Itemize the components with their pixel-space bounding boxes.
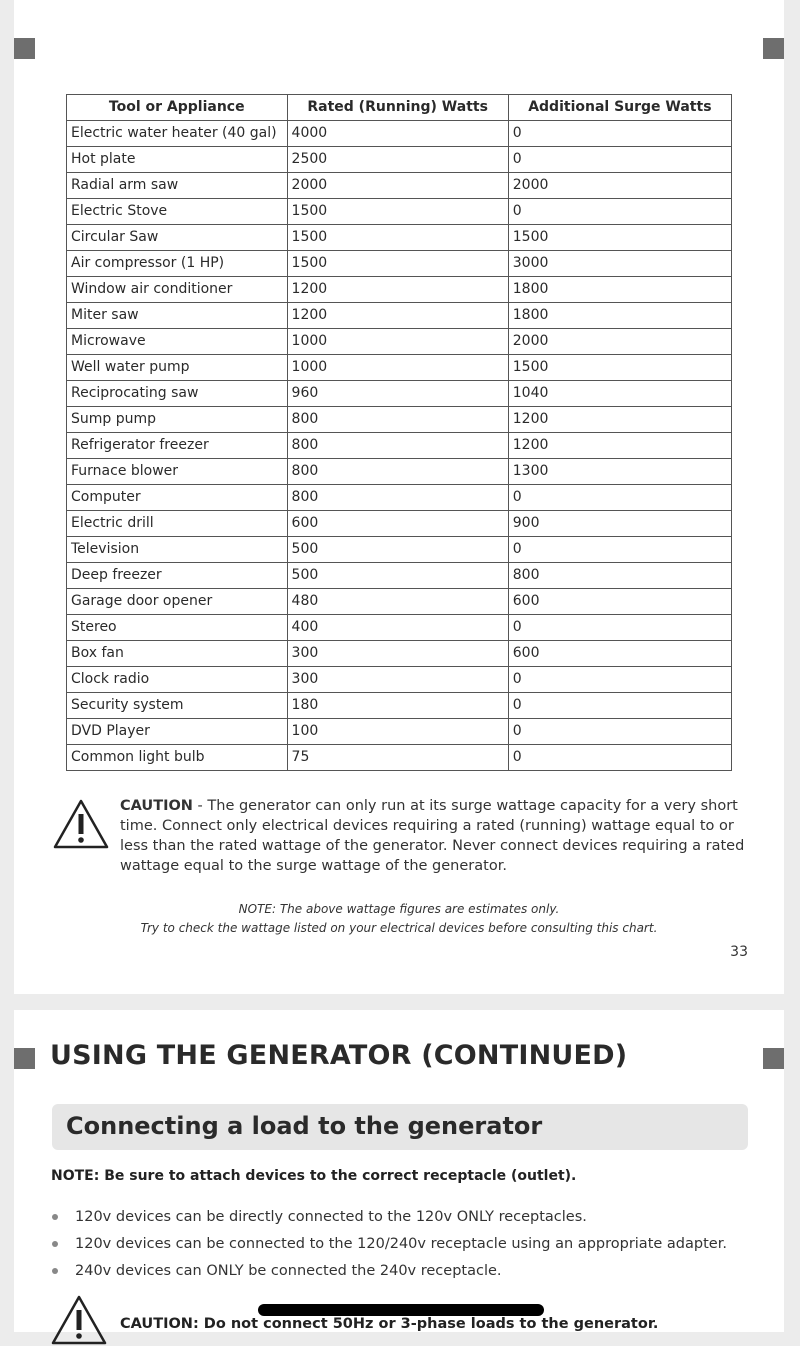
cell-tool: Miter saw xyxy=(67,303,288,329)
cell-rated-watts: 1500 xyxy=(287,251,508,277)
note-line-1: NOTE: The above wattage figures are estimates only. xyxy=(238,902,560,916)
cell-tool: Refrigerator freezer xyxy=(67,433,288,459)
table-row xyxy=(67,589,732,615)
cell-rated-watts: 800 xyxy=(287,485,508,511)
corner-mark-left xyxy=(14,38,35,59)
cell-rated-watts: 75 xyxy=(287,745,508,771)
cell-tool: Circular Saw xyxy=(67,225,288,251)
cell-surge-watts: 2000 xyxy=(508,173,731,199)
cell-rated-watts: 100 xyxy=(287,719,508,745)
cell-surge-watts: 1800 xyxy=(508,277,731,303)
table-row xyxy=(67,537,732,563)
cell-rated-watts: 300 xyxy=(287,641,508,667)
cell-rated-watts: 800 xyxy=(287,407,508,433)
table-row xyxy=(67,693,732,719)
cell-surge-watts: 0 xyxy=(508,667,731,693)
corner-mark-right xyxy=(763,38,784,59)
cell-tool: Electric Stove xyxy=(67,199,288,225)
table-row xyxy=(67,745,732,771)
table-row xyxy=(67,199,732,225)
table-row xyxy=(67,563,732,589)
cell-rated-watts: 1000 xyxy=(287,355,508,381)
cell-tool: DVD Player xyxy=(67,719,288,745)
manual-page-34 xyxy=(14,1010,784,1332)
caution-phase-warning: CAUTION: Do not connect 50Hz or 3-phase loads to the generator. xyxy=(120,1316,659,1332)
cell-rated-watts: 480 xyxy=(287,589,508,615)
cell-rated-watts: 800 xyxy=(287,459,508,485)
cell-tool: Deep freezer xyxy=(67,563,288,589)
bullet-item: 120v devices can be connected to the 120/240v receptacle using an appropriate adapter. xyxy=(51,1234,727,1261)
cell-tool: Common light bulb xyxy=(67,745,288,771)
cell-tool: Security system xyxy=(67,693,288,719)
cell-tool: Stereo xyxy=(67,615,288,641)
warning-triangle-icon xyxy=(52,798,110,850)
caution-text xyxy=(120,796,760,876)
cell-rated-watts: 500 xyxy=(287,537,508,563)
bullet-item: 240v devices can ONLY be connected the 240v receptacle. xyxy=(51,1261,727,1288)
cell-surge-watts: 600 xyxy=(508,589,731,615)
cell-surge-watts: 1200 xyxy=(508,433,731,459)
table-row xyxy=(67,329,732,355)
redaction-bar xyxy=(258,1304,544,1316)
cell-rated-watts: 1200 xyxy=(287,303,508,329)
table-row xyxy=(67,147,732,173)
table-row xyxy=(67,303,732,329)
cell-rated-watts: 2000 xyxy=(287,173,508,199)
cell-tool: Reciprocating saw xyxy=(67,381,288,407)
warning-triangle-icon xyxy=(50,1294,108,1346)
header-surge-watts: Additional Surge Watts xyxy=(508,95,731,121)
cell-tool: Microwave xyxy=(67,329,288,355)
subheading-box xyxy=(52,1104,748,1150)
subheading: Connecting a load to the generator xyxy=(66,1112,543,1140)
cell-surge-watts: 0 xyxy=(508,693,731,719)
table-row xyxy=(67,615,732,641)
cell-rated-watts: 4000 xyxy=(287,121,508,147)
cell-rated-watts: 1500 xyxy=(287,199,508,225)
cell-surge-watts: 2000 xyxy=(508,329,731,355)
cell-tool: Electric water heater (40 gal) xyxy=(67,121,288,147)
cell-tool: Hot plate xyxy=(67,147,288,173)
cell-surge-watts: 1500 xyxy=(508,355,731,381)
bullet-item: 120v devices can be directly connected to the 120v ONLY receptacles. xyxy=(51,1207,727,1234)
table-row xyxy=(67,277,732,303)
table-row xyxy=(67,459,732,485)
cell-rated-watts: 1500 xyxy=(287,225,508,251)
cell-tool: Electric drill xyxy=(67,511,288,537)
table-row xyxy=(67,511,732,537)
cell-tool: Radial arm saw xyxy=(67,173,288,199)
corner-mark-right xyxy=(763,1048,784,1069)
corner-mark-left xyxy=(14,1048,35,1069)
cell-surge-watts: 900 xyxy=(508,511,731,537)
table-row xyxy=(67,121,732,147)
table-body xyxy=(67,121,732,771)
cell-rated-watts: 500 xyxy=(287,563,508,589)
caution-label: CAUTION xyxy=(120,798,193,814)
section-title: USING THE GENERATOR (CONTINUED) xyxy=(50,1040,628,1071)
cell-surge-watts: 0 xyxy=(508,199,731,225)
note-line-2: Try to check the wattage listed on your electrical devices before consulting this chart. xyxy=(140,921,658,935)
table-row xyxy=(67,719,732,745)
cell-tool: Television xyxy=(67,537,288,563)
cell-rated-watts: 960 xyxy=(287,381,508,407)
cell-surge-watts: 0 xyxy=(508,121,731,147)
cell-surge-watts: 600 xyxy=(508,641,731,667)
table-row xyxy=(67,485,732,511)
table-header-row xyxy=(67,95,732,121)
cell-tool: Garage door opener xyxy=(67,589,288,615)
table-row xyxy=(67,667,732,693)
cell-rated-watts: 300 xyxy=(287,667,508,693)
cell-tool: Computer xyxy=(67,485,288,511)
table-row xyxy=(67,251,732,277)
caution-body: - The generator can only run at its surge wattage capacity for a very short time. Connect only electrical devices requiring a rated (running) wattage equal to or less than the rated wattage of the generator. Never connect devices requiring a rated wattage equal to the surge wattage of the generator. xyxy=(120,798,745,874)
table-row xyxy=(67,407,732,433)
cell-rated-watts: 180 xyxy=(287,693,508,719)
cell-rated-watts: 600 xyxy=(287,511,508,537)
cell-surge-watts: 0 xyxy=(508,615,731,641)
cell-surge-watts: 0 xyxy=(508,745,731,771)
cell-surge-watts: 0 xyxy=(508,537,731,563)
receptacle-bullets xyxy=(51,1207,727,1288)
cell-tool: Furnace blower xyxy=(67,459,288,485)
cell-tool: Clock radio xyxy=(67,667,288,693)
wattage-table xyxy=(66,94,732,771)
table-row xyxy=(67,225,732,251)
cell-rated-watts: 1200 xyxy=(287,277,508,303)
receptacle-note: NOTE: Be sure to attach devices to the correct receptacle (outlet). xyxy=(51,1168,577,1184)
cell-surge-watts: 800 xyxy=(508,563,731,589)
cell-tool: Air compressor (1 HP) xyxy=(67,251,288,277)
cell-rated-watts: 800 xyxy=(287,433,508,459)
table-row xyxy=(67,355,732,381)
table-row xyxy=(67,641,732,667)
table-row xyxy=(67,433,732,459)
cell-tool: Well water pump xyxy=(67,355,288,381)
cell-surge-watts: 0 xyxy=(508,719,731,745)
header-rated-watts: Rated (Running) Watts xyxy=(287,95,508,121)
page-number: 33 xyxy=(730,944,748,960)
table-row xyxy=(67,173,732,199)
cell-surge-watts: 1300 xyxy=(508,459,731,485)
cell-surge-watts: 1800 xyxy=(508,303,731,329)
cell-surge-watts: 0 xyxy=(508,147,731,173)
table-row xyxy=(67,381,732,407)
cell-rated-watts: 2500 xyxy=(287,147,508,173)
cell-rated-watts: 400 xyxy=(287,615,508,641)
cell-surge-watts: 0 xyxy=(508,485,731,511)
manual-page-33 xyxy=(14,0,784,994)
cell-rated-watts: 1000 xyxy=(287,329,508,355)
cell-tool: Sump pump xyxy=(67,407,288,433)
cell-surge-watts: 1500 xyxy=(508,225,731,251)
cell-tool: Box fan xyxy=(67,641,288,667)
header-tool: Tool or Appliance xyxy=(67,95,288,121)
cell-tool: Window air conditioner xyxy=(67,277,288,303)
cell-surge-watts: 1200 xyxy=(508,407,731,433)
cell-surge-watts: 3000 xyxy=(508,251,731,277)
cell-surge-watts: 1040 xyxy=(508,381,731,407)
